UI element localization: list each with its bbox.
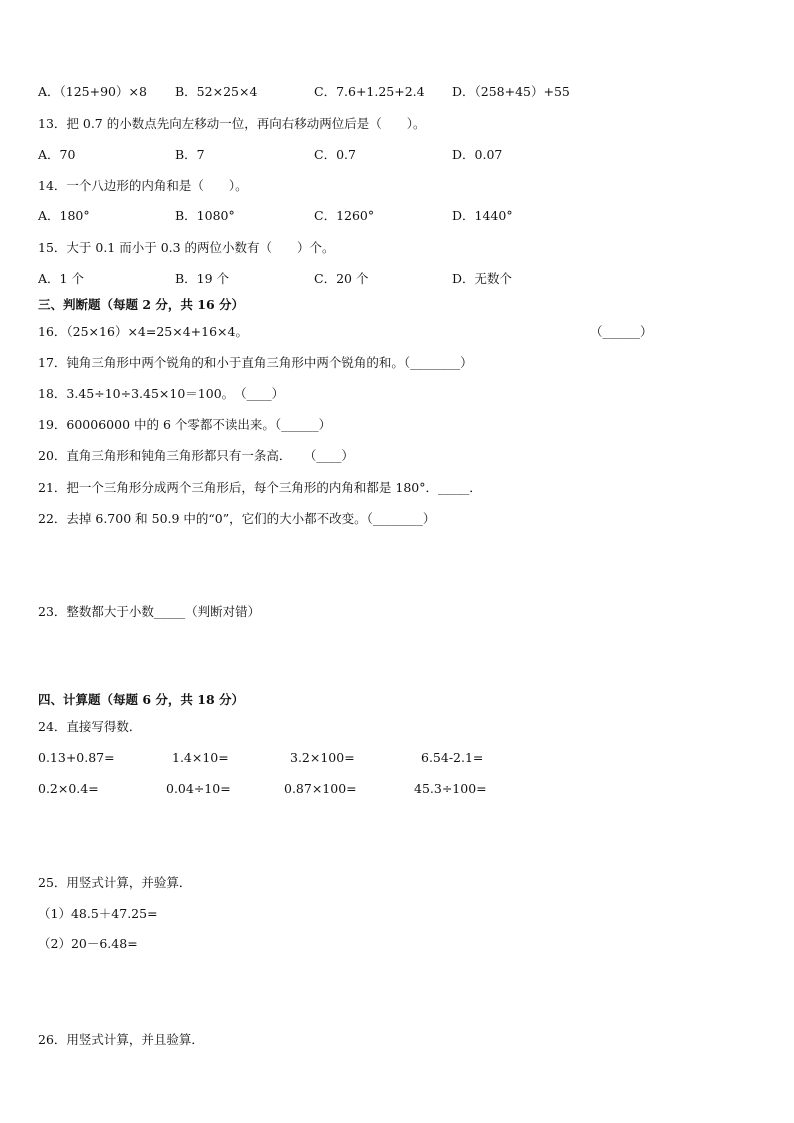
q15-option-c: C．20 个 (314, 271, 369, 286)
q26-text: 26．用竖式计算，并且验算． (38, 1032, 204, 1047)
q16-answer-blank: （______） (590, 324, 653, 339)
q24-text: 24．直接写得数． (38, 719, 142, 734)
q15-options (38, 271, 758, 287)
q18-text: 18．3.45÷10÷3.45×10＝100。 （____） (38, 386, 285, 401)
q14-option-a: A．180° (38, 208, 90, 223)
q14-option-d: D．1440° (452, 208, 513, 223)
q15-text: 15．大于 0.1 而小于 0.3 的两位小数有（ ）个。 (38, 240, 335, 255)
q14-option-b: B．1080° (175, 208, 235, 223)
q24-row-2 (38, 781, 758, 797)
section-3-title: 三、判断题（每题 2 分，共 16 分） (38, 297, 245, 312)
q13-option-c: C．0.7 (314, 147, 356, 162)
q24-item: 0.13+0.87= (38, 750, 115, 765)
q24-item: 3.2×100= (290, 750, 355, 765)
q12-option-c: C．7.6+1.25+2.4 (314, 84, 425, 99)
q24-item: 0.04÷10= (166, 781, 231, 796)
q24-item: 0.2×0.4= (38, 781, 99, 796)
q13-option-d: D．0.07 (452, 147, 503, 162)
q12-option-a: A．（125+90）×8 (38, 84, 147, 99)
q13-option-b: B．7 (175, 147, 205, 162)
q15-option-b: B．19 个 (175, 271, 230, 286)
q15-option-d: D．无数个 (452, 271, 513, 286)
q16-text: 16．（25×16）×4=25×4+16×4。 (38, 324, 248, 339)
q23-text: 23．整数都大于小数_____（判断对错） (38, 604, 261, 619)
q25-text: 25．用竖式计算，并验算． (38, 875, 192, 890)
q14-options (38, 208, 758, 224)
q13-options (38, 147, 758, 163)
q12-options (38, 84, 758, 100)
q12-option-d: D．（258+45）+55 (452, 84, 570, 99)
section-4-title: 四、计算题（每题 6 分，共 18 分） (38, 692, 245, 707)
q14-text: 14．一个八边形的内角和是（ ）。 (38, 178, 248, 193)
q24-row-1 (38, 750, 758, 766)
q24-item: 0.87×100= (284, 781, 357, 796)
q24-item: 1.4×10= (172, 750, 229, 765)
q13-option-a: A．70 (38, 147, 76, 162)
q24-item: 6.54-2.1= (421, 750, 484, 765)
q17-text: 17．钝角三角形中两个锐角的和小于直角三角形中两个锐角的和。（________） (38, 355, 473, 370)
q19-text: 19．60006000 中的 6 个零都不读出来。（______） (38, 417, 332, 432)
q12-option-b: B．52×25×4 (175, 84, 258, 99)
q22-text: 22．去掉 6.700 和 50.9 中的“0”，它们的大小都不改变。（________） (38, 511, 436, 526)
q25-item-2: （2）20－6.48= (38, 936, 138, 951)
q14-option-c: C．1260° (314, 208, 375, 223)
q20-text: 20．直角三角形和钝角三角形都只有一条高． （____） (38, 448, 354, 463)
q13-text: 13．把 0.7 的小数点先向左移动一位，再向右移动两位后是（ ）。 (38, 116, 426, 131)
q24-item: 45.3÷100= (414, 781, 487, 796)
q25-item-1: （1）48.5＋47.25= (38, 906, 158, 921)
q15-option-a: A．1 个 (38, 271, 84, 286)
q21-text: 21．把一个三角形分成两个三角形后，每个三角形的内角和都是 180°．_____． (38, 480, 482, 495)
